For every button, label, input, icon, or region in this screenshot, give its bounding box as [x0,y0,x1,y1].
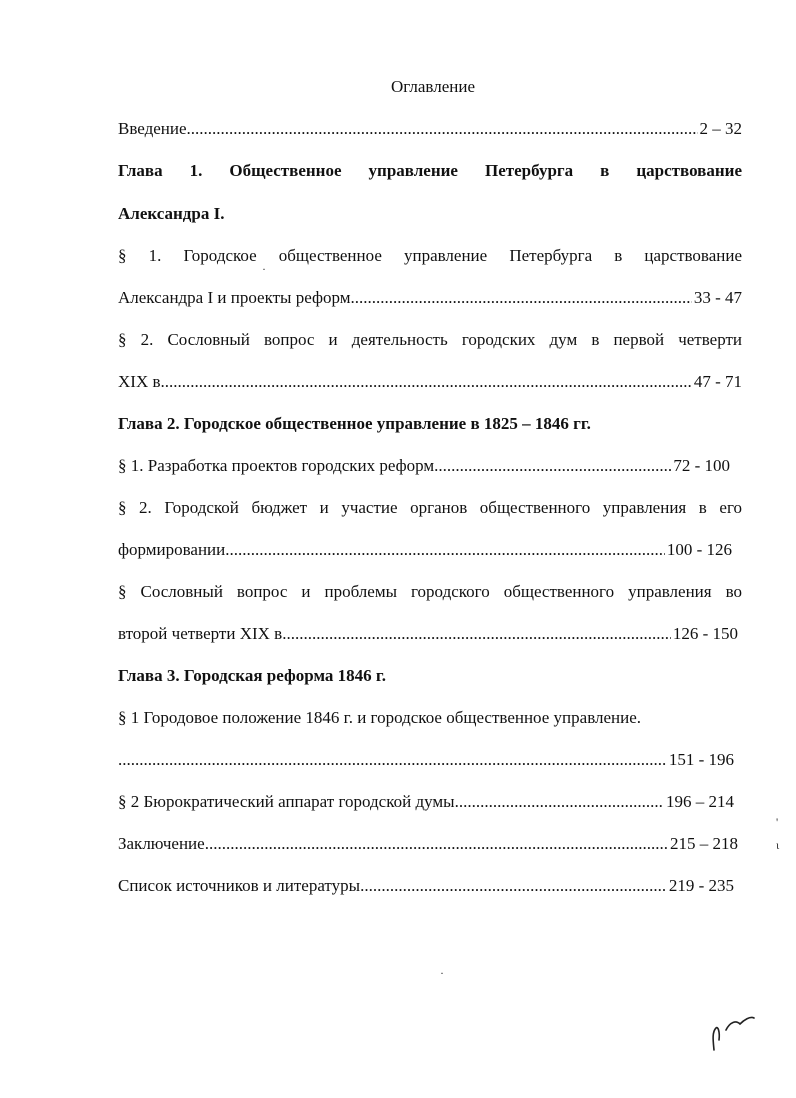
toc-entry-2-2[interactable]: § 2. Городской бюджет и участие органов общественного управления в его [118,498,742,517]
dot-leader [360,875,667,897]
toc-entry-2-2-cont[interactable] [118,539,742,561]
toc-entry-conclusion[interactable] [118,833,742,855]
toc-entry-pages: 126 - 150 [672,624,738,643]
toc-entry-2-3-cont[interactable] [118,623,742,645]
handwritten-initials [708,1010,756,1054]
toc-entry-1-2-cont[interactable] [118,371,742,393]
chapter-1-heading-cont[interactable]: Александра I. [118,204,225,223]
toc-entry-label: Список источников и литературы [118,876,361,895]
chapter-2-heading[interactable]: Глава 2. Городское общественное управление в 1825 – 1846 гг. [118,414,591,433]
toc-entry-label: формировании. [118,540,230,559]
toc-entry-1-2[interactable]: § 2. Сословный вопрос и деятельность городских дум в первой четверти [118,330,742,349]
dot-leader [455,791,664,813]
toc-entry-3-1[interactable]: § 1 Городовое положение 1846 г. и городское общественное управление. [118,708,642,727]
dot-leader [351,287,692,309]
toc-entry-sources[interactable] [118,875,742,897]
chapter-3-heading[interactable]: Глава 3. Городская реформа 1846 г. [118,666,386,685]
toc-entry-label: Введение [118,119,187,138]
toc-entry-2-3[interactable]: § Сословный вопрос и проблемы городского общественного управления во [118,582,742,601]
toc-entry-1-1-cont[interactable] [118,287,742,309]
toc-entry-1-1[interactable]: § 1. Городское общественное управление Петербурга в царствование [118,246,742,265]
toc-entry-label: второй четверти XIX в [118,624,283,643]
dot-leader [187,118,698,140]
toc-entry-pages: 219 - 235 [668,876,734,895]
toc-entry-3-2[interactable] [118,791,742,813]
page-title: Оглавление [391,77,475,96]
toc-entry-2-1[interactable] [118,455,742,477]
toc-entry-intro[interactable] [118,118,742,140]
toc-entry-pages: 196 – 214 [666,792,734,811]
toc-entry-label: XIX в. [118,372,165,391]
chapter-1-heading[interactable]: Глава 1. Общественное управление Петербурга в царствование [118,161,742,180]
toc-entry-pages: 33 - 47 [693,288,742,307]
toc-entry-pages: 2 – 32 [699,119,742,138]
scan-speck: ι [776,838,780,852]
toc-entry-pages: 72 - 100 [673,456,730,475]
scan-speck: · [440,966,444,980]
dot-leader [118,749,667,771]
toc-entry-label: § 1. Разработка проектов городских реформ [118,456,435,475]
toc-entry-label: Заключение [118,834,205,853]
dot-leader [282,623,671,645]
toc-entry-pages: 100 - 126 [666,540,732,559]
toc-entry-pages: 151 - 196 [668,750,734,769]
toc-entry-pages: 215 – 218 [670,834,738,853]
scan-speck: ' [776,815,779,829]
toc-entry-label: § 2 Бюрократический аппарат городской думы [118,792,455,811]
toc-entry-pages: 47 - 71 [693,372,742,391]
toc-entry-3-1-cont[interactable] [118,749,742,771]
dot-leader [165,371,692,393]
scan-speck: · [262,262,266,276]
toc-entry-label: Александра I и проекты реформ [118,288,351,307]
dot-leader [230,539,665,561]
dot-leader [205,833,668,855]
dot-leader [434,455,671,477]
